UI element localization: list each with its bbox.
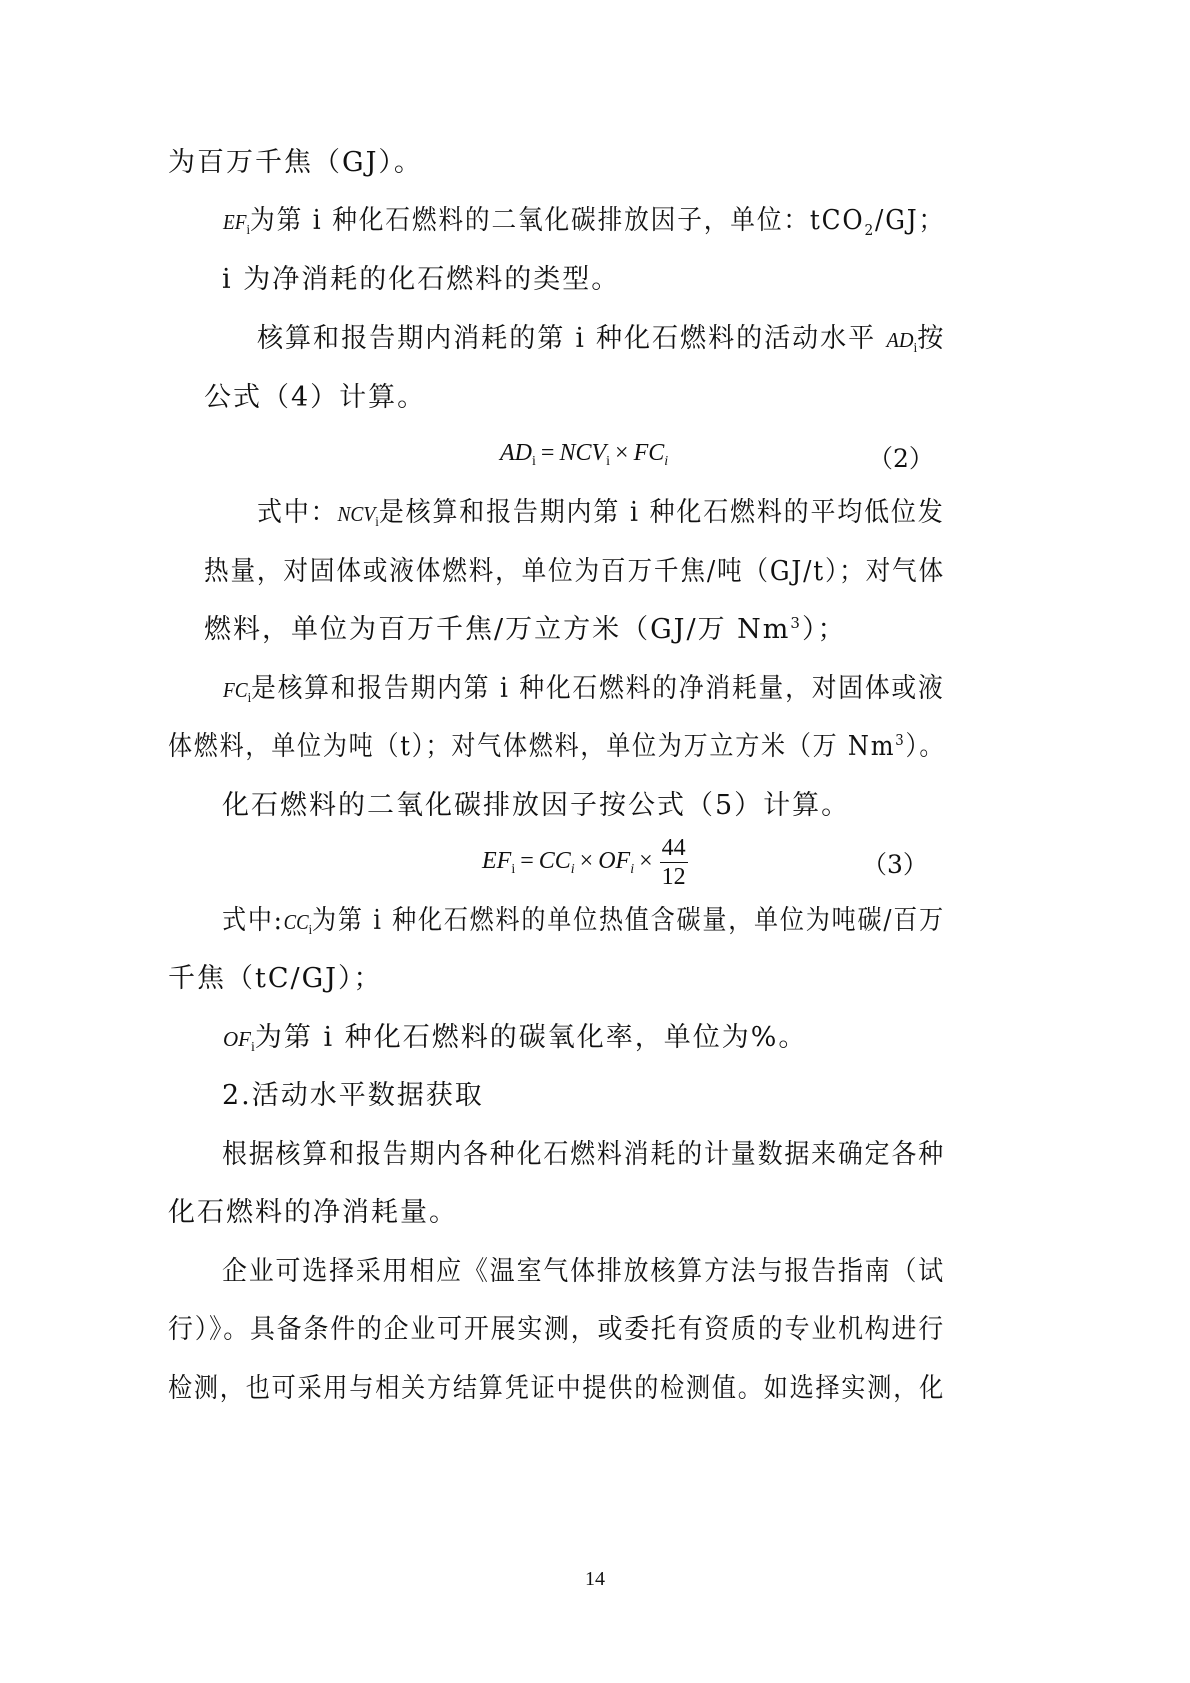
page-number: 14 [585, 1568, 605, 1590]
paragraph-line [204, 555, 945, 589]
text: 根据核算和报告期内各种化石燃料消耗的计量数据来确定各种 [222, 1139, 946, 1170]
text: 千焦（tC/GJ）； [168, 963, 383, 994]
paragraph-line [223, 672, 945, 716]
subscript: i [375, 515, 379, 530]
text: 为第 i 种化石燃料的碳氧化率，单位为%。 [254, 1022, 808, 1053]
subscript: i [247, 691, 252, 706]
text: /GJ； [875, 205, 946, 236]
paragraph-line [168, 1313, 945, 1347]
paragraph-line [222, 263, 620, 297]
eq-subscript: i [606, 454, 611, 469]
symbol-fc: FC [223, 678, 248, 702]
equation-emission-factor [482, 834, 688, 891]
text: 化石燃料的净消耗量。 [168, 1197, 458, 1228]
paragraph-line [168, 730, 945, 764]
eq-operator: = [540, 440, 555, 466]
symbol-cc: CC [283, 910, 309, 934]
symbol-ncv: NCV [337, 502, 376, 526]
eq-subscript: i [630, 862, 635, 878]
paragraph-line [223, 204, 945, 248]
subscript: i [246, 223, 251, 238]
eq-symbol: CC [538, 848, 571, 875]
eq-subscript: i [570, 862, 575, 878]
text: 核算和报告期内消耗的第 i 种化石燃料的活动水平 [257, 323, 887, 354]
text: 体燃料，单位为吨（t）；对气体燃料，单位为万立方米（万 Nm [168, 731, 896, 762]
eq-symbol: EF [482, 848, 512, 875]
paragraph-line [204, 381, 426, 415]
paragraph-line [222, 1255, 945, 1289]
text: 是核算和报告期内第 i 种化石燃料的净消耗量，对固体或液 [251, 673, 945, 704]
text: 为百万千焦（GJ）。 [168, 147, 423, 178]
text: 式中： [257, 497, 338, 528]
eq-subscript: i [532, 454, 536, 469]
text: 式中: [222, 905, 284, 936]
paragraph-line [168, 146, 423, 180]
text: ）； [801, 614, 847, 645]
text: 企业可选择采用相应《温室气体排放核算方法与报告指南（试 [222, 1256, 946, 1287]
eq-operator: × [615, 440, 629, 466]
subscript: i [308, 923, 313, 938]
paragraph-line [223, 1021, 807, 1065]
text: 按 [917, 323, 946, 354]
subscript: i [251, 1040, 255, 1055]
section-heading [222, 1079, 484, 1113]
text: 2.活动水平数据获取 [222, 1080, 484, 1111]
eq-symbol: OF [598, 848, 631, 875]
fraction [660, 834, 688, 891]
paragraph-line [257, 496, 945, 540]
eq-symbol: FC [633, 440, 665, 466]
superscript: 3 [895, 731, 906, 749]
text: i 为净消耗的化石燃料的类型。 [222, 264, 621, 295]
eq-operator: × [579, 848, 594, 875]
paragraph-line [204, 613, 846, 647]
symbol-of: OF [223, 1027, 251, 1051]
eq-symbol: AD [500, 440, 532, 466]
paragraph-line [168, 962, 383, 996]
paragraph-line [222, 1138, 945, 1172]
fraction-numerator: 44 [661, 835, 686, 861]
paragraph-line [168, 1196, 458, 1230]
paragraph-line [257, 322, 945, 366]
text: 热量，对固体或液体燃料，单位为百万千焦/吨（GJ/t）；对气体 [204, 556, 945, 587]
text: 是核算和报告期内第 i 种化石燃料的平均低位发 [378, 497, 945, 528]
eq-symbol: NCV [559, 440, 607, 466]
symbol-ad: AD [886, 328, 914, 352]
superscript: 3 [790, 614, 802, 632]
eq-operator: = [520, 848, 534, 875]
paragraph-line [222, 789, 850, 823]
equation-number: （2） [868, 444, 934, 473]
eq-subscript: i [511, 862, 516, 878]
text: 行）》。具备条件的企业可开展实测，或委托有资质的专业机构进行 [168, 1314, 945, 1345]
fraction-denominator: 12 [661, 864, 686, 890]
text: 为第 i 种化石燃料的单位热值含碳量，单位为吨碳/百万 [312, 905, 945, 936]
text: 公式（4）计算。 [204, 382, 427, 413]
paragraph-line [222, 904, 945, 948]
text: 燃料，单位为百万千焦/万立方米（GJ/万 Nm [204, 614, 791, 645]
subscript: i [913, 341, 918, 356]
text: 化石燃料的二氧化碳排放因子按公式（5）计算。 [222, 790, 851, 821]
equation-number: （3） [862, 850, 928, 879]
text: 为第 i 种化石燃料的二氧化碳排放因子，单位：tCO [250, 205, 865, 236]
text: ）。 [905, 731, 946, 762]
text: 检测，也可采用与相关方结算凭证中提供的检测值。如选择实测，化 [168, 1373, 945, 1404]
symbol-ef: EF [223, 210, 247, 234]
subscript: 2 [864, 221, 876, 239]
equation-activity-level [500, 440, 668, 470]
eq-subscript: i [664, 454, 669, 469]
paragraph-line [168, 1372, 945, 1406]
eq-operator: × [639, 848, 653, 875]
